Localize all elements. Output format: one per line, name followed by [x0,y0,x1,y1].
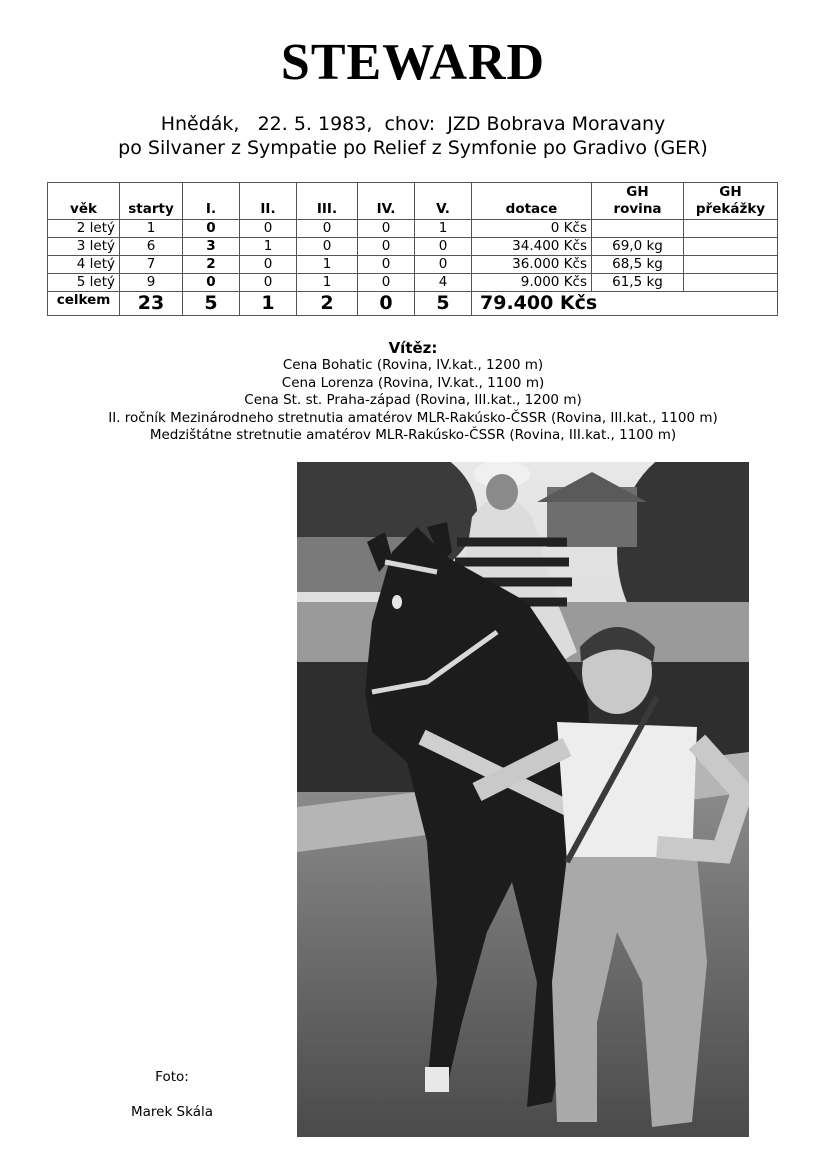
cell-first: 3 [183,238,240,256]
cell-fourth: 0 [358,274,415,292]
cell-third: 1 [297,256,358,274]
list-item: Cena Lorenza (Rovina, IV.kat., 1100 m) [281,374,545,391]
cell-starts: 7 [120,256,183,274]
cell-third: 0 [297,238,358,256]
total-fourth: 0 [358,292,415,316]
total-fifth: 5 [415,292,472,316]
cell-prize: 36.000 Kčs [472,256,592,274]
cell-second: 0 [240,220,297,238]
cell-second: 0 [240,274,297,292]
page-title: STEWARD [280,34,546,91]
cell-fifth: 0 [415,256,472,274]
total-second: 1 [240,292,297,316]
header-first: I. [183,183,240,220]
winner-race-list [0,357,826,445]
total-starts: 23 [120,292,183,316]
cell-age: 2 letý [48,220,120,238]
header-prize: dotace [472,183,592,220]
header-third: III. [297,183,358,220]
cell-starts: 6 [120,238,183,256]
cell-second: 0 [240,256,297,274]
cell-second: 1 [240,238,297,256]
header-fourth: IV. [358,183,415,220]
cell-prize: 9.000 Kčs [472,274,592,292]
total-prize: 79.400 Kčs [472,292,778,316]
cell-starts: 1 [120,220,183,238]
cell-third: 1 [297,274,358,292]
race-statistics-table [47,182,778,316]
winner-section [0,339,826,445]
cell-gh-flat [592,220,684,238]
header-second: II. [240,183,297,220]
table-header-row [48,183,778,220]
cell-prize: 0 Kčs [472,220,592,238]
header-gh-flat-line2: rovina [613,201,662,217]
total-first: 5 [183,292,240,316]
cell-first: 2 [183,256,240,274]
header-fifth: V. [415,183,472,220]
cell-gh-flat: 68,5 kg [592,256,684,274]
table-row [48,238,778,256]
table-row [48,256,778,274]
horse-details: Hnědák, 22. 5. 1983, chov: JZD Bobrava Moravany [160,113,666,135]
list-item: II. ročník Mezinárodneho stretnutia amatérov MLR-Rakúsko-ČSSR (Rovina, III.kat., 1100 m) [108,409,718,426]
header-gh-jump-line2: překážky [695,201,766,217]
photo-credit-label: Foto: [155,1069,189,1085]
cell-fourth: 0 [358,238,415,256]
total-third: 2 [297,292,358,316]
cell-fifth: 1 [415,220,472,238]
cell-gh-jump [684,274,778,292]
header-age: věk [48,183,120,220]
winner-heading: Vítěz: [388,339,438,357]
photo-credit-name: Marek Skála [130,1104,214,1120]
total-label: celkem [48,292,120,316]
cell-age: 3 letý [48,238,120,256]
cell-starts: 9 [120,274,183,292]
table-row [48,220,778,238]
cell-fifth: 4 [415,274,472,292]
cell-gh-jump [684,256,778,274]
horse-photo-icon [297,462,749,1137]
cell-gh-flat: 69,0 kg [592,238,684,256]
cell-gh-flat: 61,5 kg [592,274,684,292]
header-gh-flat-line1: GH [626,184,649,200]
cell-first: 0 [183,274,240,292]
cell-fourth: 0 [358,220,415,238]
cell-third: 0 [297,220,358,238]
cell-age: 5 letý [48,274,120,292]
cell-fourth: 0 [358,256,415,274]
header-starts: starty [120,183,183,220]
cell-fifth: 0 [415,238,472,256]
header-gh-jump [684,183,778,220]
cell-age: 4 letý [48,256,120,274]
horse-pedigree: po Silvaner z Sympatie po Relief z Symfonie po Gradivo (GER) [118,137,708,159]
cell-gh-jump [684,220,778,238]
cell-gh-jump [684,238,778,256]
header-gh-jump-line1: GH [719,184,742,200]
list-item: Medzištátne stretnutie amatérov MLR-Rakúsko-ČSSR (Rovina, III.kat., 1100 m) [149,427,677,443]
cell-prize: 34.400 Kčs [472,238,592,256]
table-total-row [48,292,778,316]
list-item: Cena St. st. Praha-západ (Rovina, III.kat., 1200 m) [244,392,582,408]
table-row [48,274,778,292]
cell-first: 0 [183,220,240,238]
header-gh-flat [592,183,684,220]
list-item: Cena Bohatic (Rovina, IV.kat., 1200 m) [282,357,544,373]
